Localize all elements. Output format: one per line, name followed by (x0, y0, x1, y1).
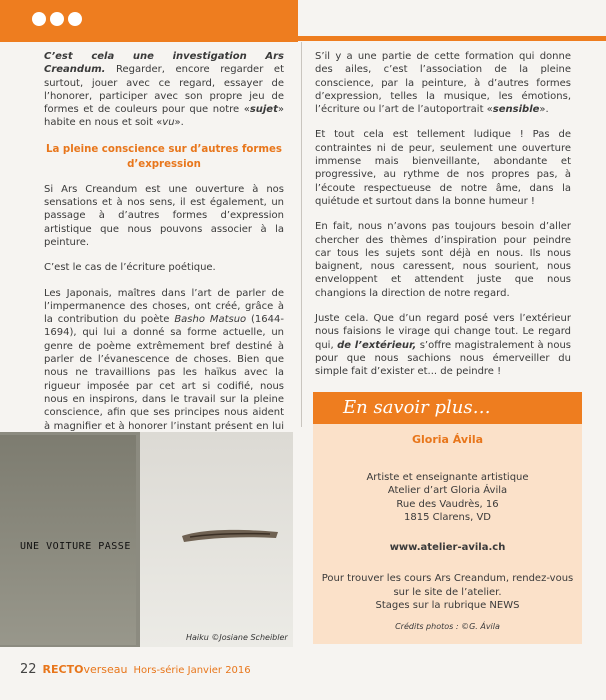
header-rule (298, 36, 606, 41)
right-paragraph-1: S’il y a une partie de cette formation qui donne des ailes, c’est l’association de la pleine conscience, par la peinture, à d’autres formes d’expression, telles la musique, les émotions, l’écriture ou l’art de l’autoportrait «sensible». (315, 51, 571, 116)
artist-name: Gloria Ávila (411, 433, 484, 446)
magazine-title-recto: RECTO (42, 663, 84, 676)
header-dots (32, 11, 86, 30)
info-box (313, 392, 582, 644)
left-paragraph-4: Les Japonais, maîtres dans l’art de parler de l’impermanence des choses, ont créé, grâce à la contribution du poète Basho Matsuo (1644-1694), qui lui a donné sa forme actuelle, un genre de poème extrêmement bref destiné à parler de l’évanescence de choses. Bien que nous ne travaillions pas les haïkus avec la rigueur imposée par cet art si codifié, nous nous en inspirons, dans le travail sur la pleine conscience, afin que ses principes nous aident à magnifier et à honorer l’instant présent en lui (44, 287, 284, 432)
top-band (0, 0, 606, 42)
left-paragraph-1: C’est cela une investigation Ars Creandum. Regarder, encore regarder et surtout, jouer avec ce regard, essayer de l’honorer, participer avec son propre jeu de formes et de couleurs pour que notre «sujet» habite en nous et soit «vu». (44, 51, 284, 129)
photo-credits: Crédits photos : ©G. Ávila (395, 621, 500, 631)
header-orange-block (0, 0, 298, 42)
artwork-text: UNE VOITURE PASSE (20, 541, 131, 552)
left-paragraph-3: C’est le cas de l’écriture poétique. (44, 262, 216, 274)
magazine-title-verso: verseau (83, 663, 128, 676)
course-info: Pour trouver les cours Ars Creandum, rendez-vous sur le site de l’atelier. Stages sur la rubrique NEWS (321, 573, 574, 611)
right-paragraph-3: En fait, nous n’avons pas toujours besoin d’aller chercher des thèmes d’inspiration pour peindre car tous les sujets sont déjà en nous. Ils nous baignent, nous caressent, nous sourient, nous enveloppent et attendent juste que nous changions la direction de notre regard. (315, 221, 571, 299)
page-number: 22 (20, 662, 37, 677)
photo-caption: Haiku ©Josiane Scheibler (186, 633, 288, 642)
dot-icon (32, 12, 46, 26)
page-footer (20, 662, 251, 677)
dot-icon (68, 12, 82, 26)
info-box-title: En savoir plus… (313, 392, 582, 424)
brush-stroke-icon (180, 520, 280, 550)
website-link[interactable]: www.atelier-avila.ch (389, 541, 506, 553)
info-box-body (313, 433, 582, 633)
artwork-panel-left (0, 435, 136, 645)
right-paragraph-2: Et tout cela est tellement ludique ! Pas de contraintes ni de peur, seulement une ouverture immense mais bienveillante, abondante et progressive, au rythme de nos propres pas, à l’écoute respectueuse de notre âme, dans la quiétude et surtout dans la bonne humeur ! (315, 129, 571, 207)
section-subheading: La pleine conscience sur d’autres formes d’expression (46, 143, 282, 170)
left-paragraph-2: Si Ars Creandum est une ouverture à nos sensations et à nos sens, il est également, un passage à d’autres formes d’expression artistique que nous pouvons associer à la peinture. (44, 183, 284, 248)
column-divider (301, 42, 302, 427)
dot-icon (50, 12, 64, 26)
address-block: Artiste et enseignante artistique Atelier d’art Gloria Ávila Rue des Vaudrès, 16 1815 Clarens, VD (366, 471, 529, 523)
right-paragraph-4: Juste cela. Que d’un regard posé vers l’extérieur nous faisions le virage qui change tout. Le regard qui, de l’extérieur, s’offre magistralement à nous pour que nous sachions nous émerveiller du simple fait d’exister et... de peindre ! (315, 313, 572, 378)
haiku-photo (0, 432, 293, 647)
right-column (315, 50, 571, 391)
left-column (44, 50, 284, 471)
issue-label: Hors-série Janvier 2016 (133, 665, 251, 676)
lead-phrase: C’est cela une investigation Ars Creandum. (44, 51, 284, 76)
